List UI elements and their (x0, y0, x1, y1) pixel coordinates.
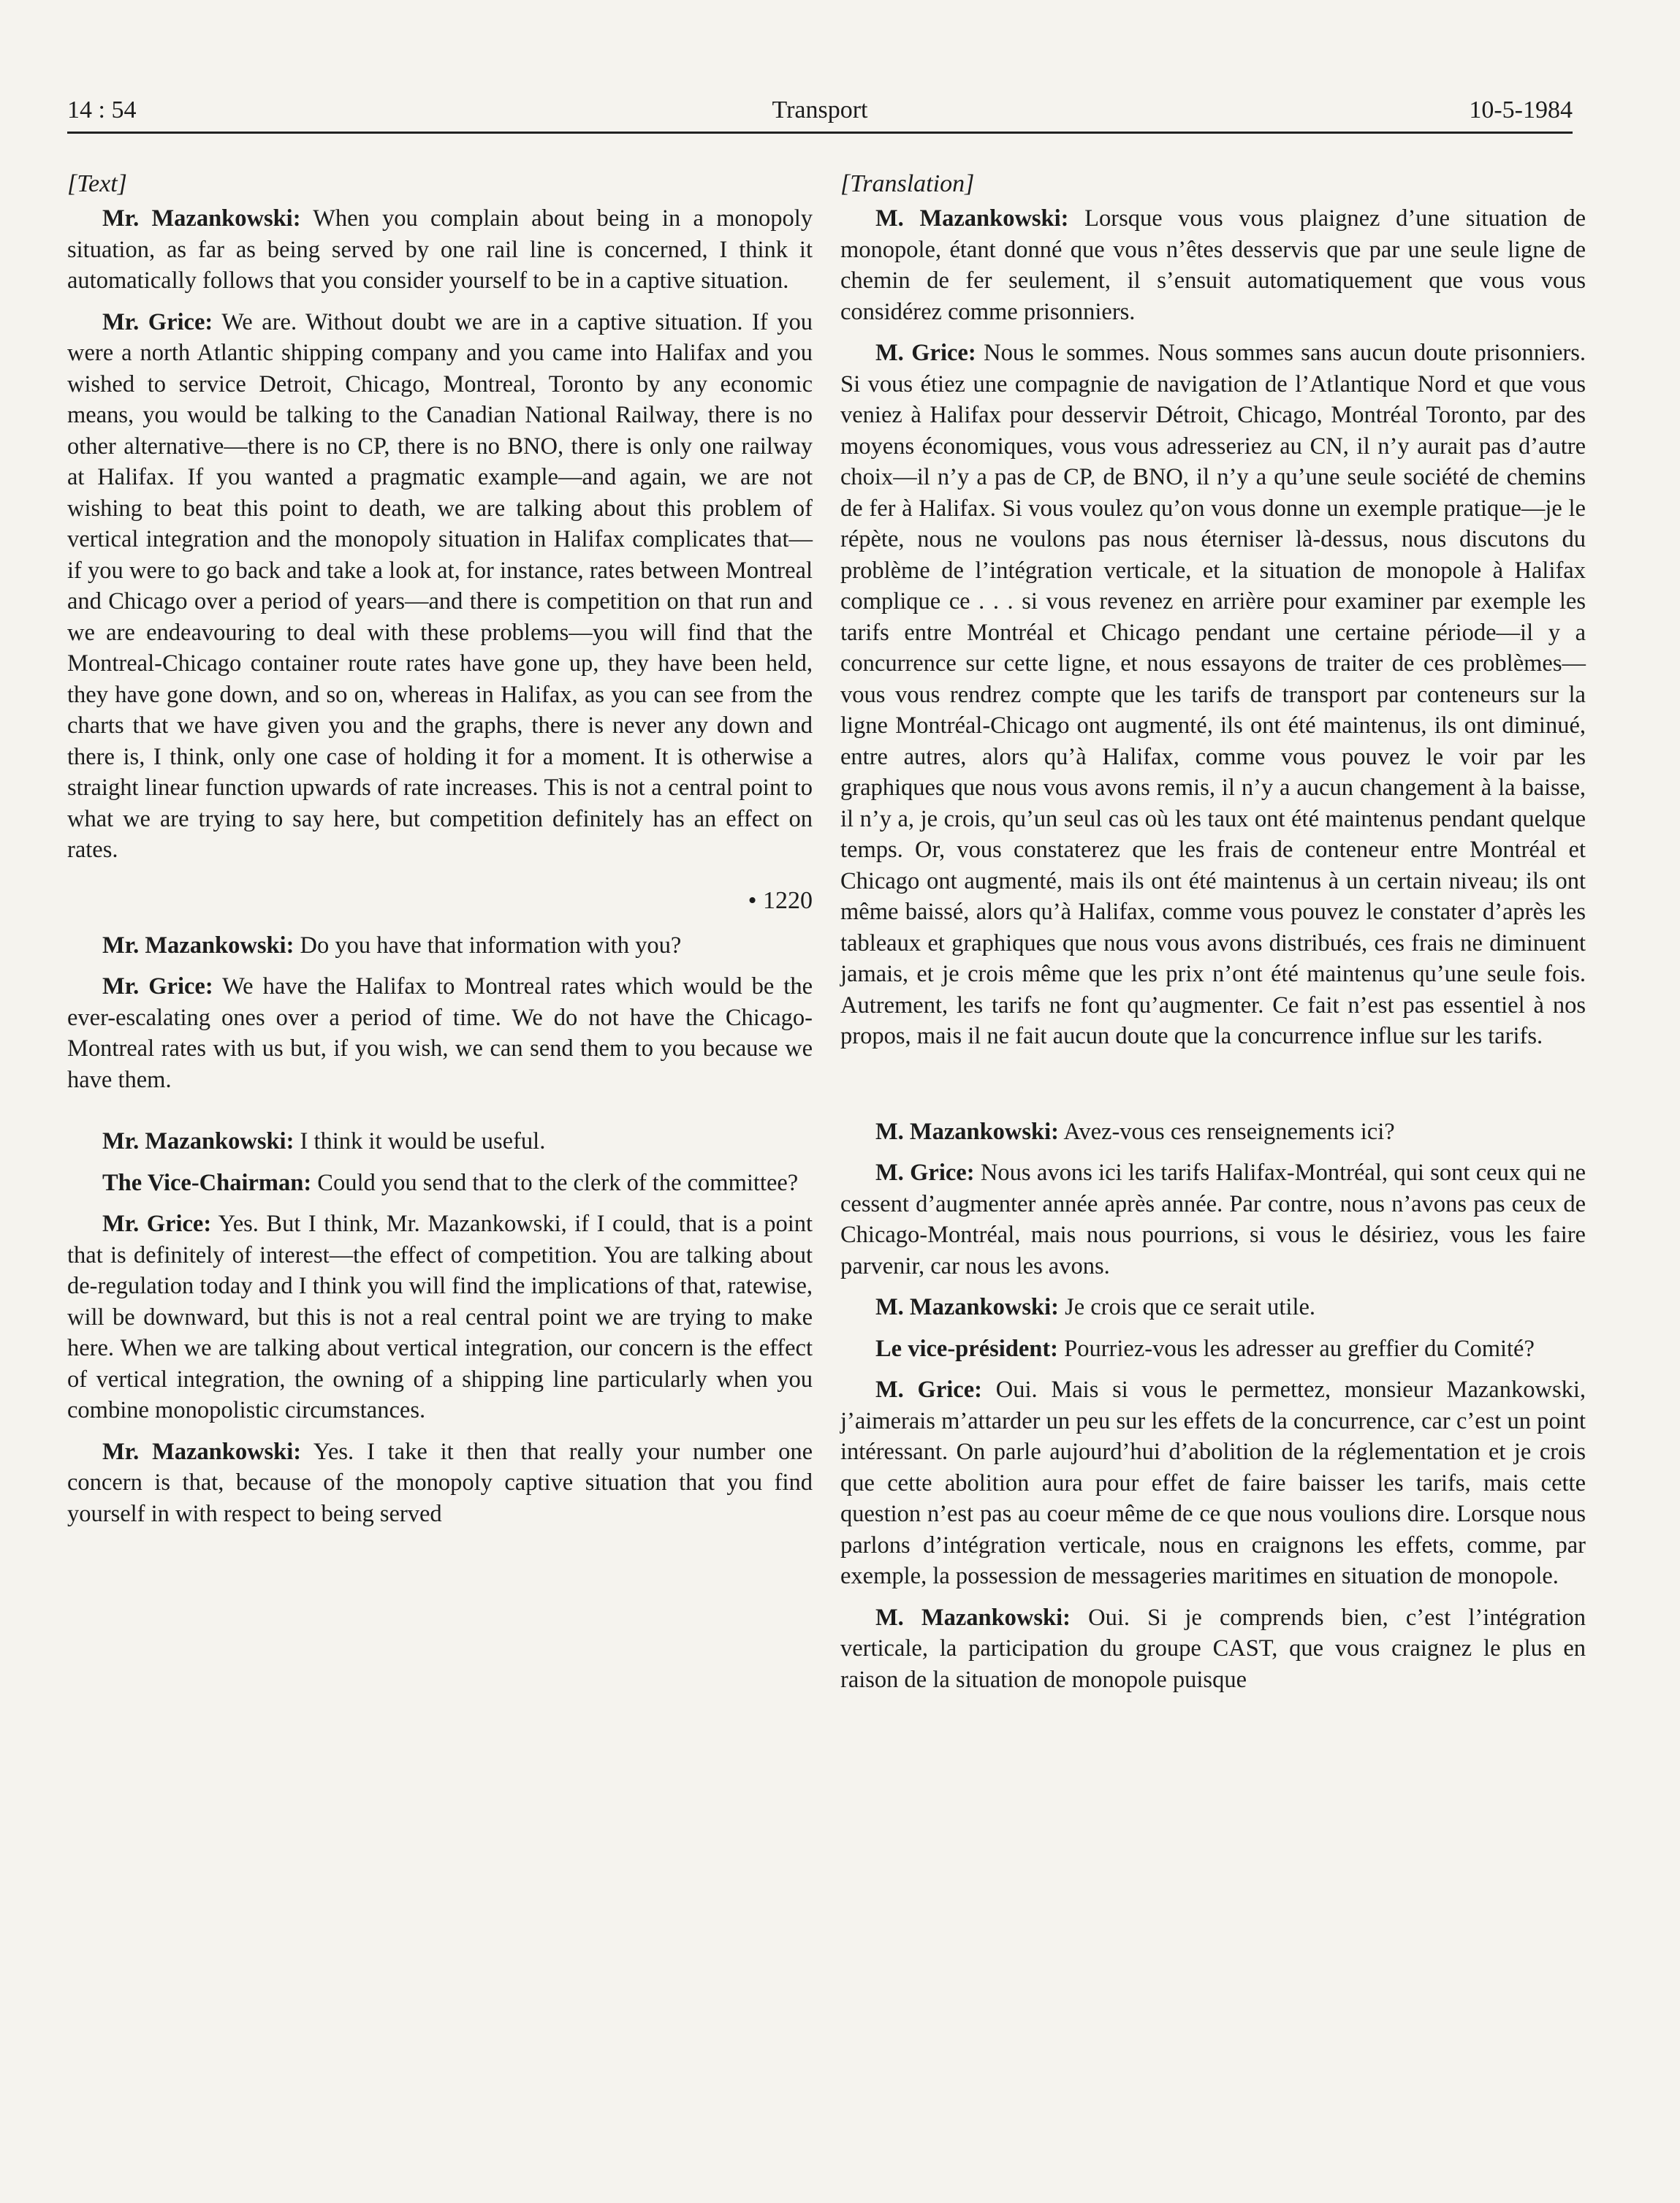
speech-text: Nous le sommes. Nous sommes sans aucun doute prisonniers. Si vous étiez une compagnie de navigation de l’Atlantique Nord et que vous veniez à Halifax pour desservir Détroit, Chicago, Montréal Toronto, par des moyens économiques, vous vous adresseriez au CN, il n’y aurait pas d’autre choix—il n’y a pas de CP, de BNO, il n’y a qu’une seule société de chemins de fer à Halifax. Si vous voulez qu’on vous donne un exemple pratique—je le répète, nous ne voulons pas nous éterniser là-dessus, nous discutons du problème de l’intégration verticale, et la situation de monopole à Halifax complique ce . . . si vous revenez en arrière pour examiner par exemple les tarifs entre Montréal et Chicago pendant une certaine période—il y a concurrence sur cette ligne, et nous essayons de traiter de ces problèmes—vous vous rendrez compte que les tarifs de transport par conteneurs sur la ligne Montréal-Chicago ont augmenté, ils ont été maintenus, ils ont diminué, entre autres, alors qu’à Halifax, comme vous pouvez le voir par les graphiques que nous vous avons remis, il n’y a aucun changement à la baisse, il n’y a, je crois, qu’un seul cas où les taux ont été maintenus pendant quelque temps. Or, vous constaterez que les frais de conteneur entre Montréal et Chicago ont augmenté, mais ils ont été maintenus à un certain niveau; ils ont même baissé, alors qu’à Halifax, comme vous pouvez le constater d’après les tableaux et graphiques que nous vous avons distribués, ces frais ne diminuent jamais, et je crois même que les prix n’ont été maintenus qu’une seule fois. Autrement, les tarifs ne font qu’augmenter. Ce fait n’est pas essentiel à nos propos, mais il ne fait aucun doute que la concurrence influe sur les tarifs. (840, 340, 1586, 1049)
speaker-name: Mr. Mazankowski: (102, 932, 294, 959)
speech-paragraph (67, 203, 813, 297)
speaker-name: M. Mazankowski: (875, 1604, 1071, 1631)
speaker-name: Mr. Grice: (102, 308, 213, 335)
speech-text: Lorsque vous vous plaignez d’une situation de monopole, étant donné que vous n’êtes desservis que par une seule ligne de chemin de fer seulement, il s’ensuit automatiquement que vous vous considérez comme prisonniers. (840, 205, 1586, 325)
speech-text: Oui. Mais si vous le permettez, monsieur Mazankowski, j’aimerais m’attarder un peu sur les effets de la concurrence, car c’est un point intéressant. On parle aujourd’hui d’abolition de la réglementation et je crois que cette abolition aura pour effet de faire baisser les tarifs, mais cette question n’est pas au coeur même de ce que nous voulions dire. Lorsque nous parlons d’intégration verticale, nous en craignons les effets, comme, par exemple, la possession de messageries maritimes en situation de monopole. (840, 1377, 1586, 1589)
page-title: Transport (772, 96, 868, 123)
speech-text: I think it would be useful. (300, 1128, 546, 1154)
page-date: 10-5-1984 (1469, 96, 1573, 123)
page-number: 14 : 54 (67, 96, 137, 123)
speaker-name: The Vice-Chairman: (102, 1169, 312, 1196)
language-label: [Text] (67, 170, 127, 197)
speaker-name: M. Mazankowski: (875, 1118, 1059, 1145)
paragraph-spacer (67, 1106, 813, 1126)
speaker-name: M. Grice: (875, 340, 976, 366)
speech-paragraph (67, 971, 813, 1095)
page-header (67, 91, 1573, 134)
speech-paragraph (67, 1126, 813, 1157)
speaker-name: Mr. Mazankowski: (102, 205, 301, 232)
speech-paragraph (840, 1602, 1586, 1696)
speaker-name: Le vice-président: (875, 1335, 1059, 1362)
speech-paragraph (840, 1333, 1586, 1365)
speech-text: We have the Halifax to Montreal rates which would be the ever-escalating ones over a period of time. We do not have the Chicago-Montreal rates with us but, if you wish, we can send them to you because we have them. (67, 973, 813, 1093)
speaker-name: M. Mazankowski: (875, 205, 1069, 232)
speaker-name: M. Grice: (875, 1377, 982, 1403)
speech-paragraph (840, 1116, 1586, 1148)
speaker-name: M. Grice: (875, 1160, 975, 1186)
speech-text: Yes. But I think, Mr. Mazankowski, if I could, that is a point that is definitely of interest—the effect of competition. You are talking about de-regulation today and I think you will find the implications of that, ratewise, will be downward, but this is not a real central point we are trying to make here. When we are talking about vertical integration, our concern is the effect of vertical integration, the owning of a shipping line particularly when you combine monopolistic circumstances. (67, 1211, 813, 1423)
speaker-name: Mr. Grice: (102, 973, 213, 1000)
speech-paragraph (67, 1168, 813, 1199)
english-column (67, 168, 813, 1540)
speech-text: Oui. Si je comprends bien, c’est l’intégration verticale, la participation du groupe CAST, que vous craignez le plus en raison de la situation de monopole puisque (840, 1604, 1586, 1693)
speech-text: Could you send that to the clerk of the committee? (317, 1169, 799, 1196)
speech-text: We are. Without doubt we are in a captive situation. If you were a north Atlantic shipping company and you came into Halifax and you wished to service Detroit, Chicago, Montreal, Toronto by any economic means, you would be talking to the Canadian National Railway, there is no other alternative—there is no CP, there is no BNO, there is only one railway at Halifax. If you wanted a pragmatic example—and again, we are not wishing to beat this point to death, we are talking about this problem of vertical integration and the monopoly situation in Halifax complicates that—if you were to go back and take a look at, for instance, rates between Montreal and Chicago over a period of years—and there is competition on that run and we are endeavouring to deal with these problems—you will find that the Montreal-Chicago container route rates have gone up, they have been held, they have gone down, and so on, whereas in Halifax, as you can see from the charts that we have given you and the graphs, there is never any down and there is, I think, only one case of holding it for a moment. It is otherwise a straight linear function upwards of rate increases. This is not a central point to what we are trying to say here, but competition definitely has an effect on rates. (67, 308, 813, 863)
marker-gap (840, 1071, 1586, 1103)
french-column (840, 168, 1586, 1705)
speech-paragraph (67, 1437, 813, 1530)
speech-paragraph (840, 1157, 1586, 1282)
speech-text: When you complain about being in a monopoly situation, as far as being served by one rail line is concerned, I think it automatically follows that you consider yourself to be in a captive situation. (67, 205, 813, 294)
speech-paragraph (67, 307, 813, 866)
speech-text: Yes. I take it then that really your number one concern is that, because of the monopoly captive situation that you find yourself in with respect to being served (67, 1438, 813, 1527)
speech-text: Avez-vous ces renseignements ici? (1063, 1118, 1395, 1145)
speech-text: Nous avons ici les tarifs Halifax-Montréal, qui sont ceux qui ne cessent d’augmenter année après année. Par contre, nous n’avons pas ceux de Chicago-Montréal, mais nous pourrions, si vous le désiriez, vous les faire parvenir, car nous les avons. (840, 1160, 1586, 1279)
speaker-name: M. Mazankowski: (875, 1294, 1059, 1320)
speaker-name: Mr. Grice: (102, 1211, 212, 1237)
speech-paragraph (840, 1292, 1586, 1323)
speaker-name: Mr. Mazankowski: (102, 1128, 294, 1154)
speaker-name: Mr. Mazankowski: (102, 1438, 302, 1465)
speech-paragraph (840, 203, 1586, 327)
speech-text: Do you have that information with you? (300, 932, 682, 959)
language-label: [Translation] (840, 170, 975, 197)
speech-text: Je crois que ce serait utile. (1065, 1294, 1316, 1320)
speech-text: Pourriez-vous les adresser au greffier du Comité? (1064, 1335, 1535, 1362)
speech-paragraph (67, 930, 813, 962)
speech-paragraph (67, 1209, 813, 1426)
time-marker: • 1220 (748, 886, 813, 914)
speech-paragraph (840, 1374, 1586, 1592)
speech-paragraph (840, 338, 1586, 1052)
